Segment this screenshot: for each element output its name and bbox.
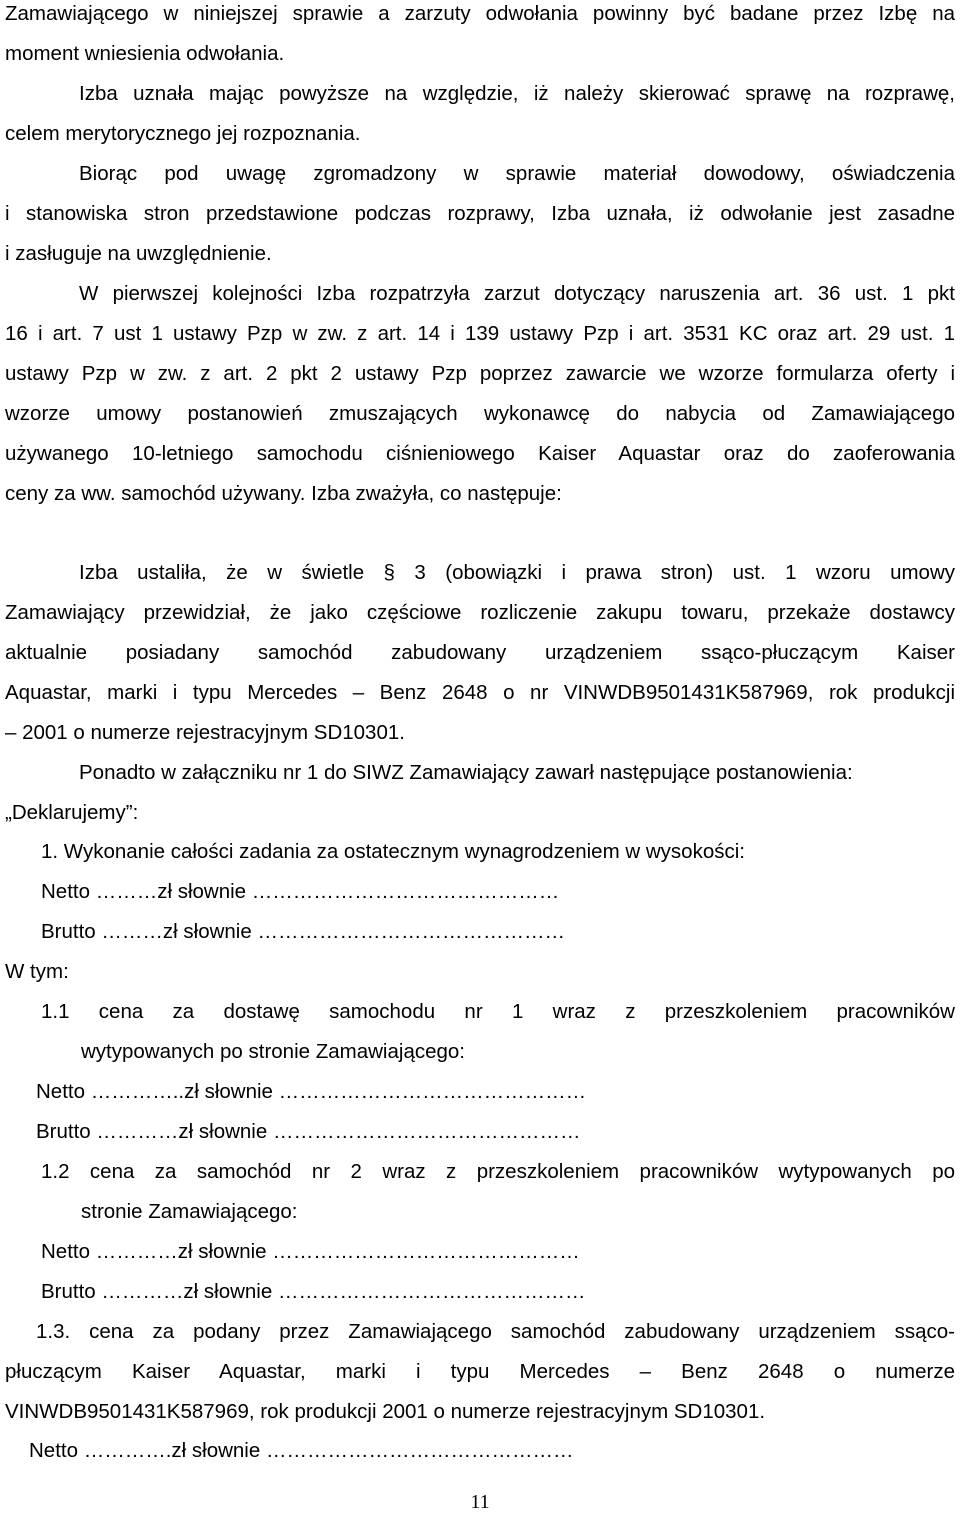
text-line: Ponadto w załączniku nr 1 do SIWZ Zamawiający zawarł następujące postanowienia: [79, 761, 853, 784]
text-line: 1.2 cena za samochód nr 2 wraz z przeszkoleniem pracowników wytypowanych po [41, 1160, 955, 1183]
text-line: ceny za ww. samochód używany. Izba zważyła, co następuje: [5, 482, 562, 505]
text-line: moment wniesienia odwołania. [5, 42, 285, 65]
text-line: Brutto …………zł słownie ……………………………………… [41, 1280, 586, 1303]
text-line: 1.3. cena za podany przez Zamawiającego samochód zabudowany urządzeniem ssąco- [36, 1320, 955, 1343]
text-line: i stanowiska stron przedstawione podczas rozprawy, Izba uznała, iż odwołanie jest zasadne [5, 202, 955, 225]
text-line: W tym: [5, 960, 69, 983]
text-line: i zasługuje na uwzględnienie. [5, 242, 272, 265]
text-line: – 2001 o numerze rejestracyjnym SD10301. [5, 721, 405, 744]
text-line: Netto …………zł słownie ……………………………………… [41, 1240, 580, 1263]
text-line: płuczącym Kaiser Aquastar, marki i typu Mercedes – Benz 2648 o numerze [5, 1360, 955, 1383]
text-line: Aquastar, marki i typu Mercedes – Benz 2648 o nr VINWDB9501431K587969, rok produkcji [5, 681, 955, 704]
text-line: Brutto ………zł słownie ……………………………………… [41, 920, 565, 943]
text-line: 16 i art. 7 ust 1 ustawy Pzp w zw. z art. 14 i 139 ustawy Pzp i art. 3531 KC oraz art. 29 ust. 1 [5, 322, 955, 345]
text-line: Netto …………..zł słownie ……………………………………… [36, 1080, 587, 1103]
text-line: 1. Wykonanie całości zadania za ostatecznym wynagrodzeniem w wysokości: [41, 840, 745, 863]
text-line: VINWDB9501431K587969, rok produkcji 2001 o numerze rejestracyjnym SD10301. [5, 1400, 766, 1423]
text-line: Netto ………….zł słownie ……………………………………… [29, 1439, 574, 1462]
text-line: Zamawiający przewidział, że jako częściowe rozliczenie zakupu towaru, przekaże dostawcy [5, 601, 955, 624]
text-line: Brutto …………zł słownie ……………………………………… [36, 1120, 581, 1143]
text-line: Netto ………zł słownie ……………………………………… [41, 880, 560, 903]
text-line: ustawy Pzp w zw. z art. 2 pkt 2 ustawy Pzp poprzez zawarcie we wzorze formularza oferty i [5, 362, 955, 385]
text-line: używanego 10-letniego samochodu ciśnieniowego Kaiser Aquastar oraz do zaoferowania [5, 442, 955, 465]
text-line: Biorąc pod uwagę zgromadzony w sprawie materiał dowodowy, oświadczenia [79, 162, 955, 185]
text-line: wytypowanych po stronie Zamawiającego: [81, 1040, 465, 1063]
text-line: wzorze umowy postanowień zmuszających wykonawcę do nabycia od Zamawiającego [5, 402, 955, 425]
text-line: celem merytorycznego jej rozpoznania. [5, 122, 361, 145]
page-number: 11 [470, 1491, 490, 1513]
text-line: Izba ustaliła, że w świetle § 3 (obowiązki i prawa stron) ust. 1 wzoru umowy [79, 561, 955, 584]
text-line: Zamawiającego w niniejszej sprawie a zarzuty odwołania powinny być badane przez Izbę na [5, 2, 955, 25]
text-line: aktualnie posiadany samochód zabudowany urządzeniem ssąco-płuczącym Kaiser [5, 641, 955, 664]
text-line: W pierwszej kolejności Izba rozpatrzyła zarzut dotyczący naruszenia art. 36 ust. 1 pkt [79, 282, 955, 305]
text-line: 1.1 cena za dostawę samochodu nr 1 wraz z przeszkoleniem pracowników [41, 1000, 955, 1023]
text-line: „Deklarujemy”: [5, 801, 139, 824]
text-line: stronie Zamawiającego: [81, 1200, 298, 1223]
text-line: Izba uznała mając powyższe na względzie, iż należy skierować sprawę na rozprawę, [79, 82, 955, 105]
